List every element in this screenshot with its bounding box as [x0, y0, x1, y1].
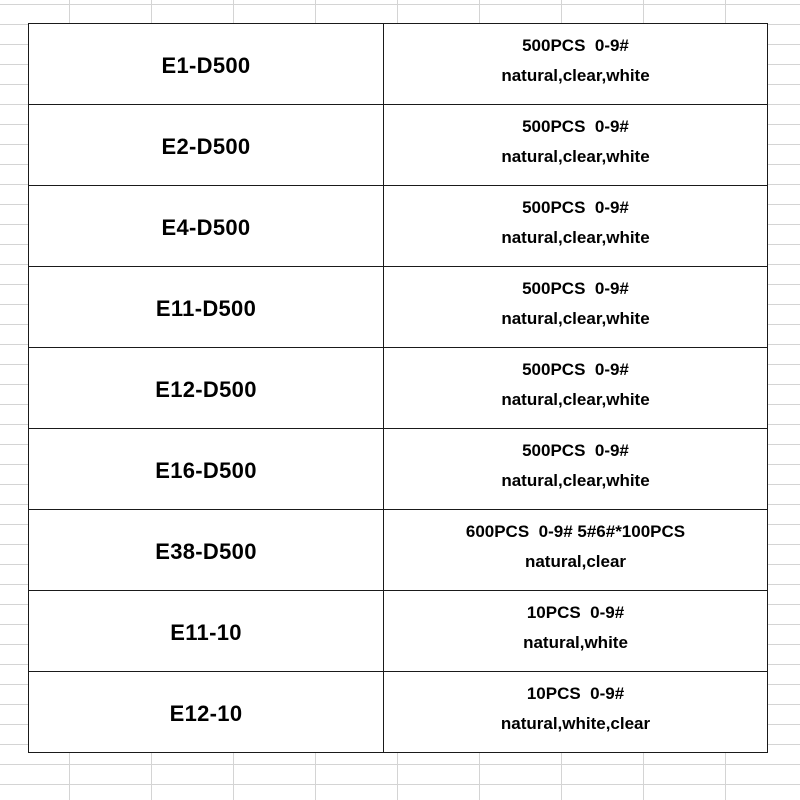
product-code: E11-10	[170, 620, 242, 645]
description-cell[interactable]	[384, 591, 768, 672]
colors-line: natural,clear,white	[501, 147, 650, 166]
table-row	[29, 105, 768, 186]
table-row	[29, 186, 768, 267]
colors-line: natural,white	[523, 633, 628, 652]
code-cell[interactable]	[29, 24, 384, 105]
product-code: E11-D500	[155, 296, 257, 321]
table-row	[29, 672, 768, 753]
colors-line: natural,clear,white	[501, 390, 650, 409]
quantity-line: 600PCS 0-9# 5#6#*100PCS	[465, 522, 686, 541]
product-code: E4-D500	[161, 215, 251, 240]
colors-line: natural,clear,white	[501, 309, 650, 328]
description-cell[interactable]	[384, 186, 768, 267]
quantity-line: 500PCS 0-9#	[522, 279, 629, 298]
description-cell[interactable]	[384, 672, 768, 753]
description-cell[interactable]	[384, 510, 768, 591]
code-cell[interactable]	[29, 105, 384, 186]
product-code: E12-D500	[155, 377, 257, 402]
colors-line: natural,clear,white	[501, 228, 650, 247]
quantity-line: 500PCS 0-9#	[522, 198, 629, 217]
colors-line: natural,white,clear	[500, 714, 651, 733]
table-row	[29, 24, 768, 105]
description-cell[interactable]	[384, 24, 768, 105]
quantity-line: 10PCS 0-9#	[526, 603, 625, 622]
description-cell[interactable]	[384, 105, 768, 186]
product-code: E38-D500	[155, 539, 257, 564]
code-cell[interactable]	[29, 429, 384, 510]
table-row	[29, 510, 768, 591]
quantity-line: 500PCS 0-9#	[522, 360, 629, 379]
table-row	[29, 267, 768, 348]
table-row	[29, 591, 768, 672]
product-code: E2-D500	[161, 134, 251, 159]
code-cell[interactable]	[29, 672, 384, 753]
colors-line: natural,clear,white	[501, 471, 650, 490]
table-row	[29, 348, 768, 429]
code-cell[interactable]	[29, 510, 384, 591]
code-cell[interactable]	[29, 591, 384, 672]
colors-line: natural,clear	[524, 552, 627, 571]
description-cell[interactable]	[384, 348, 768, 429]
product-code: E16-D500	[155, 458, 257, 483]
product-code: E1-D500	[161, 53, 251, 78]
description-cell[interactable]	[384, 267, 768, 348]
quantity-line: 500PCS 0-9#	[522, 117, 629, 136]
code-cell[interactable]	[29, 348, 384, 429]
quantity-line: 500PCS 0-9#	[522, 441, 629, 460]
quantity-line: 10PCS 0-9#	[526, 684, 625, 703]
table-row	[29, 429, 768, 510]
product-code: E12-10	[169, 701, 243, 726]
description-cell[interactable]	[384, 429, 768, 510]
product-table	[28, 23, 768, 753]
code-cell[interactable]	[29, 267, 384, 348]
quantity-line: 500PCS 0-9#	[522, 36, 629, 55]
colors-line: natural,clear,white	[501, 66, 650, 85]
code-cell[interactable]	[29, 186, 384, 267]
